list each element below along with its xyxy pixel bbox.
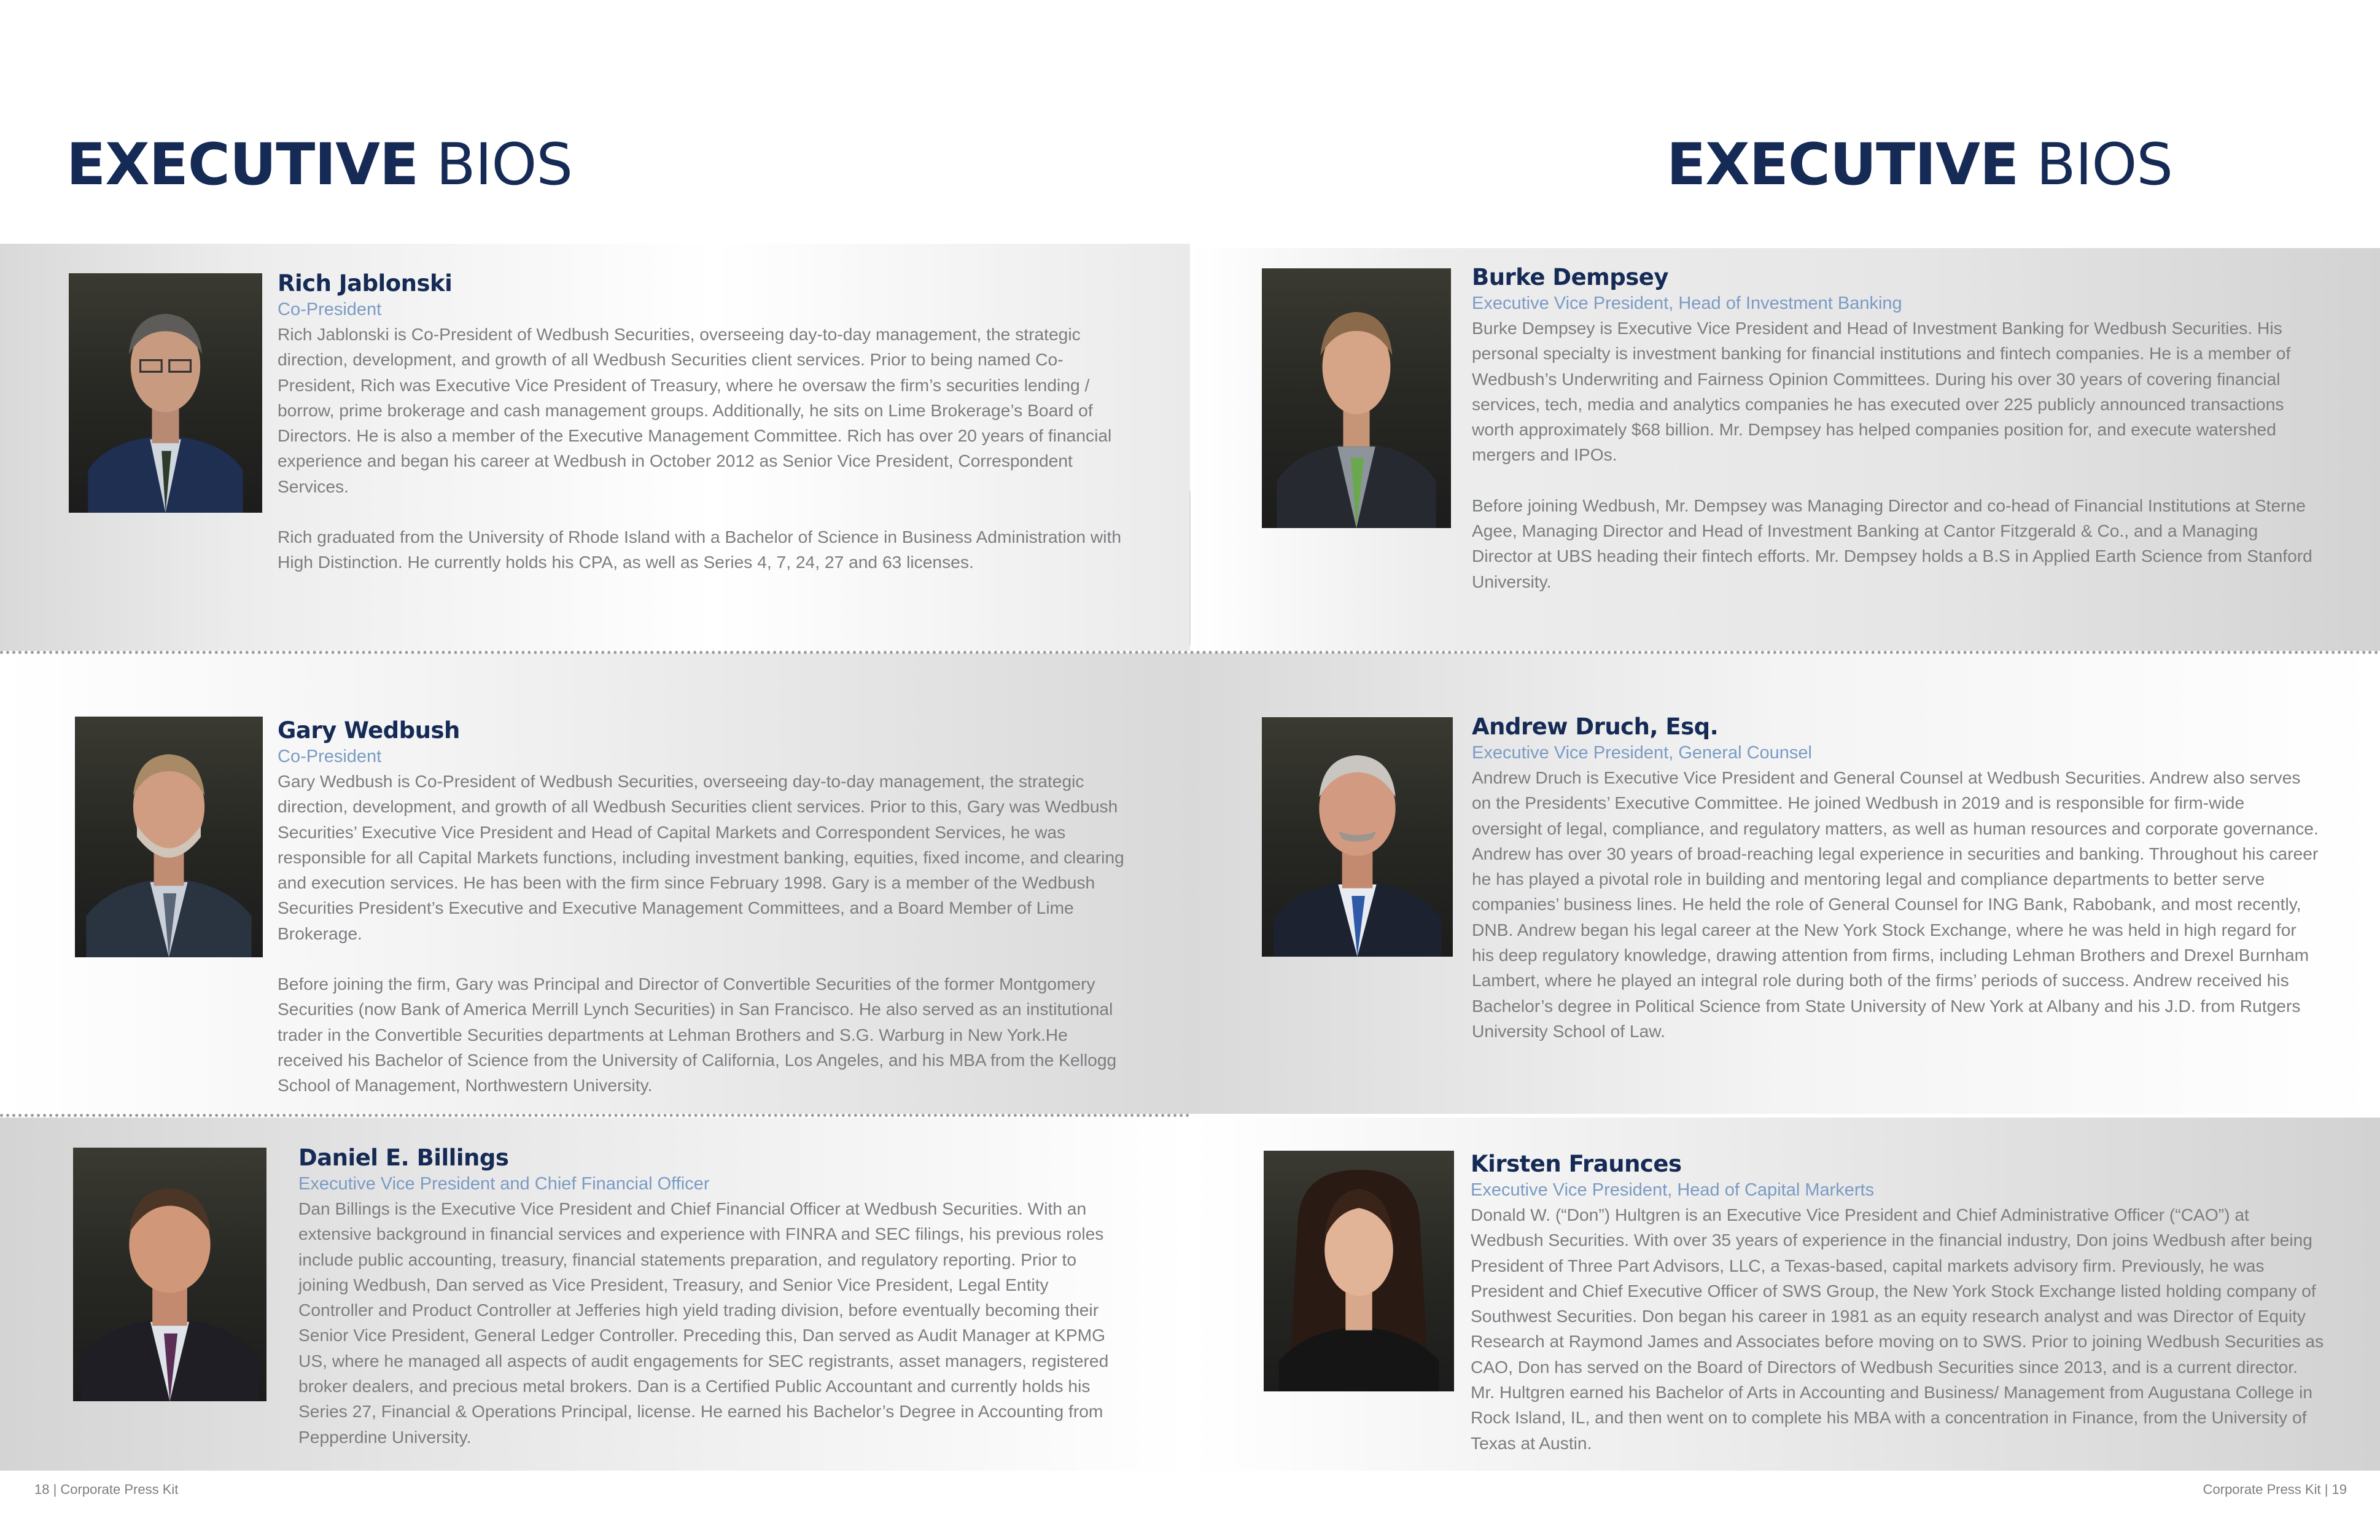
bio-card: [278, 717, 1125, 1099]
bio-title: Executive Vice President, Head of Investment Banking: [1472, 294, 1902, 313]
dotted-divider: [0, 651, 2380, 654]
bio-title: Executive Vice President, Head of Capital Markerts: [1471, 1180, 1875, 1200]
page-title-strong: EXECUTIVE: [1666, 131, 2019, 198]
headshot-photo: [1264, 1151, 1454, 1391]
headshot-photo: [75, 717, 263, 957]
bio-title: Co-President: [278, 300, 382, 319]
bio-name: Rich Jablonski: [278, 270, 453, 297]
bio-card: [1471, 1151, 2324, 1456]
bio-title: Executive Vice President and Chief Financial Officer: [298, 1174, 710, 1194]
page-title-left: [66, 131, 573, 198]
bio-card: [1472, 264, 2319, 594]
bio-paragraph: Before joining Wedbush, Mr. Dempsey was Managing Director and co-head of Financial Institutions at Sterne Agee, Managing Director and Head of Investment Banking at Cantor Fitzgerald & Co., and a Managing Director at UBS heading their fintech efforts. Mr. Dempsey holds a B.S in Applied Earth Science from Stanford University.: [1472, 495, 2312, 591]
bio-name: Burke Dempsey: [1472, 264, 1668, 290]
bio-card: [1472, 714, 2319, 1044]
bio-title: Executive Vice President, General Counsel: [1472, 743, 1812, 763]
bio-paragraph: Rich Jablonski is Co-President of Wedbush Securities, overseeing day-to-day management, the strategic direction, development, and growth of all Wedbush Securities client services. Prior to being named Co-President, Rich was Executive Vice President of Treasury, where he oversaw the firm’s securities lending / borrow, prime brokerage and cash management groups. Additionally, he sits on Lime Brokerage’s Board of Directors. He is also a member of the Executive Management Committee. Rich has over 20 years of financial experience and began his career at Wedbush in October 2012 as Senior Vice President, Correspondent Services.: [278, 324, 1112, 496]
bio-paragraph: Rich graduated from the University of Rhode Island with a Bachelor of Science in Business Administration with High Distinction. He currently holds his CPA, as well as Series 4, 7, 24, 27 and 63 licenses.: [278, 527, 1122, 572]
bio-paragraph: Andrew Druch is Executive Vice President and General Counsel at Wedbush Securities. Andrew also serves on the Presidents’ Executive Committee. He joined Wedbush in 2019 and is responsible for firm-wide oversight of legal, compliance, and regulatory matters, as well as human resources and corporate governance. Andrew has over 30 years of broad-reaching legal experience in securities and banking. Throughout his career he has played a pivotal role in building and mentoring legal and compliance departments to better serve companies’ business lines. He held the role of General Counsel for ING Bank, Rabobank, and most recently, DNB. Andrew began his legal career at the New York Stock Exchange, where he was held in high regard for his deep regulatory knowledge, drawing attention from firms, including Lehman Brothers and Drexel Burnham Lambert, where he played an integral role during both of the firms’ periods of success. Andrew received his Bachelor’s degree in Political Science from State University of New York at Albany and his J.D. from Rutgers University School of Law.: [1472, 768, 2319, 1041]
bio-name: Kirsten Fraunces: [1471, 1151, 1682, 1177]
bio-paragraph: Before joining the firm, Gary was Principal and Director of Convertible Securities of the former Montgomery Securities (now Bank of America Merrill Lynch Securities) in San Francisco. He also served as an institutional trader in the Convertible Securities departments at Lehman Brothers and S.G. Warburg in New York.He received his Bachelor of Science from the University of California, Los Angeles, and his MBA from the Kellogg School of Management, Northwestern University.: [278, 974, 1117, 1095]
bio-name: Andrew Druch, Esq.: [1472, 714, 1719, 740]
bio-card: [278, 270, 1125, 575]
bio-paragraph: Gary Wedbush is Co-President of Wedbush Securities, overseeing day-to-day management, the strategic direction, development, and growth of all Wedbush Securities client services. Prior to this, Gary was Wedbush Securities’ Executive Vice President and Head of Capital Markets and Correspondent Services, he was responsible for all Capital Markets functions, including investment banking, equities, fixed income, and clearing and execution services. He has been with the firm since February 1998. Gary is a member of the Wedbush Securities President’s Executive and Executive Management Committees, and a Board Member of Lime Brokerage.: [278, 771, 1124, 943]
bio-card: [298, 1145, 1127, 1450]
page-footer-left: 18 | Corporate Press Kit: [34, 1482, 179, 1497]
page-title-right: [1666, 131, 2172, 198]
page-footer-right: Corporate Press Kit | 19: [2203, 1482, 2347, 1497]
bio-paragraph: Burke Dempsey is Executive Vice President and Head of Investment Banking for Wedbush Securities. His personal specialty is investment banking for financial institutions and fintech companies. He is a member of Wedbush’s Underwriting and Fairness Opinion Committees. During his over 30 years of covering financial services, tech, media and analytics companies he has executed over 225 publicly announced transactions worth approximately $68 billion. Mr. Dempsey has helped companies position for, and execute watershed mergers and IPOs.: [1472, 318, 2291, 465]
page-title-light: BIOS: [2036, 131, 2172, 198]
page-title-strong: EXECUTIVE: [66, 131, 419, 198]
column-divider: [1189, 491, 1191, 645]
bio-paragraph: Donald W. (“Don”) Hultgren is an Executive Vice President and Chief Administrative Officer (“CAO”) at Wedbush Securities. With over 35 years of experience in the financial industry, Don joins Wedbush after being President of Three Part Advisors, LLC, a Texas-based, capital markets advisory firm. Previously, he was President and Chief Executive Officer of SWS Group, the New York Stock Exchange listed holding company of Southwest Securities. Don began his career in 1981 as an equity research analyst and was Director of Equity Research at Raymond James and Associates before moving on to SWS. Prior to joining Wedbush Securities as CAO, Don has served on the Board of Directors of Wedbush Securities since 2013, and is a current director. Mr. Hultgren earned his Bachelor of Arts in Accounting and Business/ Management from Augustana College in Rock Island, IL, and then went on to complete his MBA with a concentration in Finance, from the University of Texas at Austin.: [1471, 1205, 2324, 1453]
headshot-photo: [1262, 717, 1453, 957]
bio-name: Daniel E. Billings: [298, 1145, 509, 1171]
headshot-photo: [69, 273, 262, 513]
dotted-divider: [0, 1114, 1190, 1117]
page-title-light: BIOS: [436, 131, 573, 198]
bio-paragraph: Dan Billings is the Executive Vice President and Chief Financial Officer at Wedbush Securities. With an extensive background in financial services and experience with FINRA and SEC filings, his previous roles include public accounting, treasury, financial statements preparation, and regulatory reporting. Prior to joining Wedbush, Dan served as Vice President, Treasury, and Senior Vice President, Legal Entity Controller and Product Controller at Jefferies high yield trading division, before eventually becoming their Senior Vice President, General Ledger Controller. Preceding this, Dan served as Audit Manager at KPMG US, where he managed all aspects of audit engagements for SEC registrants, asset managers, registered broker dealers, and precious metal brokers. Dan is a Certified Public Accountant and currently holds his Series 27, Financial & Operations Principal, license. He earned his Bachelor’s Degree in Accounting from Pepperdine University.: [298, 1199, 1109, 1447]
bio-name: Gary Wedbush: [278, 717, 460, 744]
headshot-photo: [1262, 268, 1451, 528]
headshot-photo: [73, 1148, 266, 1401]
bio-title: Co-President: [278, 747, 382, 766]
